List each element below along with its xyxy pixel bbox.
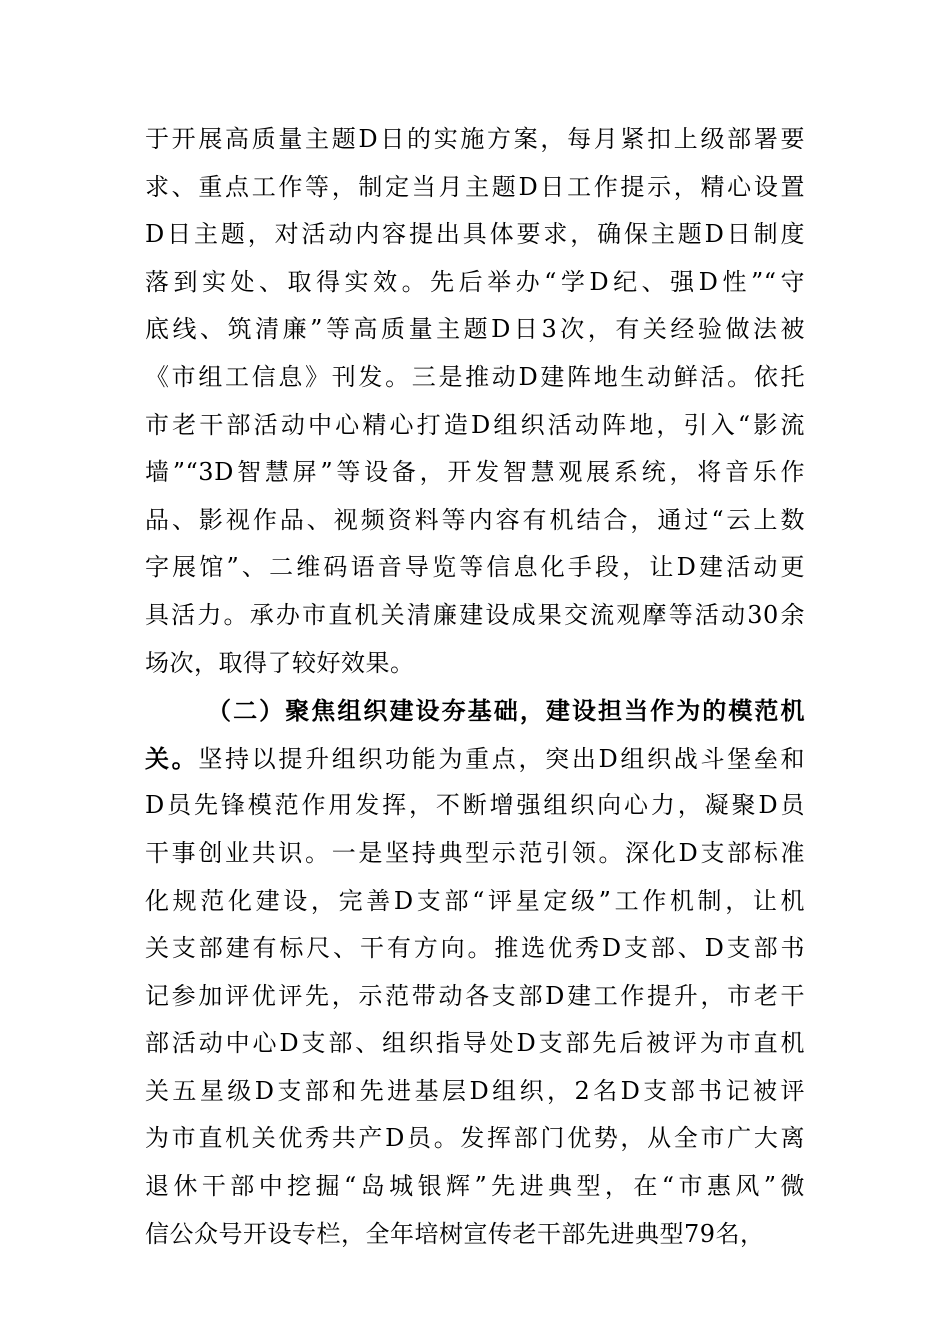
text-line: 关五星级D支部和先进基层D组织，2名D支部书记被评 [145, 1076, 805, 1105]
text-line: 化规范化建设，完善D支部“评星定级”工作机制，让机 [145, 886, 805, 915]
section-heading: （二）聚焦组织建设夯基础，建设担当作为的模范机 [207, 696, 805, 726]
text-line: 底线、筑清廉”等高质量主题D日3次，有关经验做法被 [145, 315, 805, 344]
text-line: 字展馆”、二维码语音导览等信息化手段，让D建活动更 [145, 553, 805, 582]
text-line: 信公众号开设专栏，全年培树宣传老干部先进典型79名， [145, 1219, 765, 1248]
text-line: 《市组工信息》刊发。三是推动D建阵地生动鲜活。依托 [145, 362, 805, 391]
text-line-rest: 坚持以提升组织功能为重点，突出D组织战斗堡垒和 [198, 744, 805, 773]
text-line: 品、影视作品、视频资料等内容有机结合，通过“云上数 [145, 505, 805, 534]
text-line: 墙”“3D智慧屏”等设备，开发智慧观展系统，将音乐作 [145, 458, 805, 487]
text-line: D日主题，对活动内容提出具体要求，确保主题D日制度 [145, 220, 805, 249]
text-line: 干事创业共识。一是坚持典型示范引领。深化D支部标准 [145, 838, 805, 867]
text-line: 为市直机关优秀共产D员。发挥部门优势，从全市广大离 [145, 1124, 805, 1153]
text-line: 关支部建有标尺、干有方向。推选优秀D支部、D支部书 [145, 934, 805, 963]
text-line: 市老干部活动中心精心打造D组织活动阵地，引入“影流 [145, 410, 805, 439]
text-line: 于开展高质量主题D日的实施方案，每月紧扣上级部署要 [145, 125, 805, 153]
text-line: 记参加评优评先，示范带动各支部D建工作提升，市老干 [145, 981, 805, 1010]
text-line: D员先锋模范作用发挥，不断增强组织向心力，凝聚D员 [145, 791, 805, 820]
body-text [145, 116, 805, 1258]
text-line: 具活力。承办市直机关清廉建设成果交流观摩等活动30余 [145, 600, 805, 629]
text-line: 部活动中心D支部、组织指导处D支部先后被评为市直机 [145, 1029, 805, 1058]
section-heading-end: 关。 [145, 743, 199, 773]
text-line: 落到实处、取得实效。先后举办“学D纪、强D性”“守 [145, 267, 805, 296]
text-line [145, 735, 805, 783]
text-line: 求、重点工作等，制定当月主题D日工作提示，精心设置 [145, 172, 805, 201]
text-line: 场次，取得了较好效果。 [145, 648, 415, 677]
text-line: 退休干部中挖掘“岛城银辉”先进典型，在“市惠风”微 [145, 1172, 805, 1201]
